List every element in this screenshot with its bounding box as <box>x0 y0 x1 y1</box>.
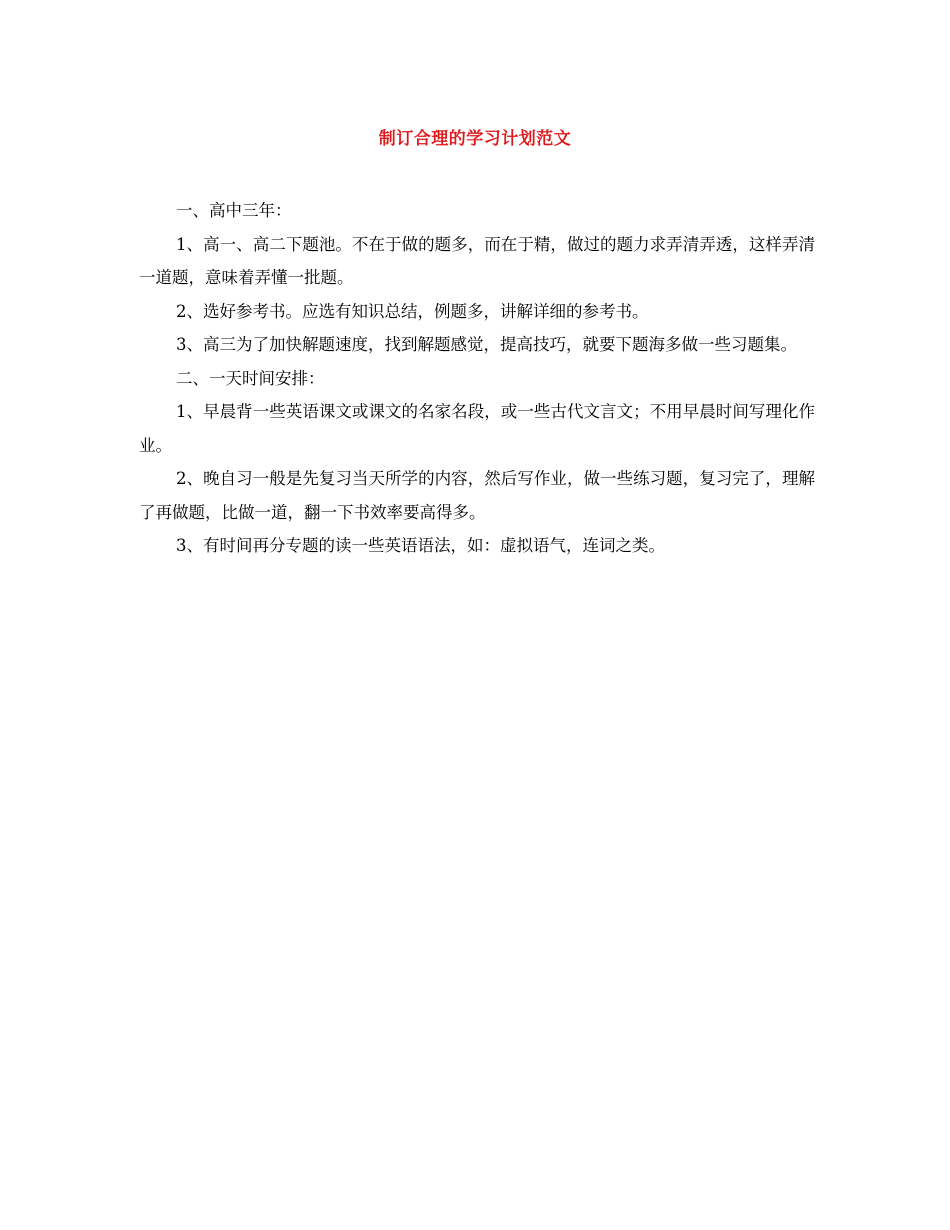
paragraph-item: 2、晚自习一般是先复习当天所学的内容，然后写作业，做一些练习题，复习完了，理解了再做题，比做一道，翻一下书效率要高得多。 <box>139 469 815 522</box>
paragraph-item: 1、早晨背一些英语课文或课文的名家名段，或一些古代文言文；不用早晨时间写理化作业。 <box>139 402 815 455</box>
section-heading-1: 一、高中三年： <box>176 201 292 220</box>
section-heading-2: 二、一天时间安排： <box>176 368 325 388</box>
paragraph-item: 3、有时间再分专题的读一些英语语法，如：虚拟语气，连词之类。 <box>176 536 665 555</box>
paragraph-item: 3、高三为了加快解题速度，找到解题感觉，提高技巧，就要下题海多做一些习题集。 <box>176 335 797 354</box>
paragraph-item: 1、高一、高二下题池。不在于做的题多，而在于精，做过的题力求弄清弄透，这样弄清一道题，意味着弄懂一批题。 <box>139 234 815 287</box>
document-body <box>139 194 815 563</box>
document-title: 制订合理的学习计划范文 <box>378 129 572 149</box>
paragraph-item: 2、选好参考书。应选有知识总结，例题多，讲解详细的参考书。 <box>176 301 649 321</box>
